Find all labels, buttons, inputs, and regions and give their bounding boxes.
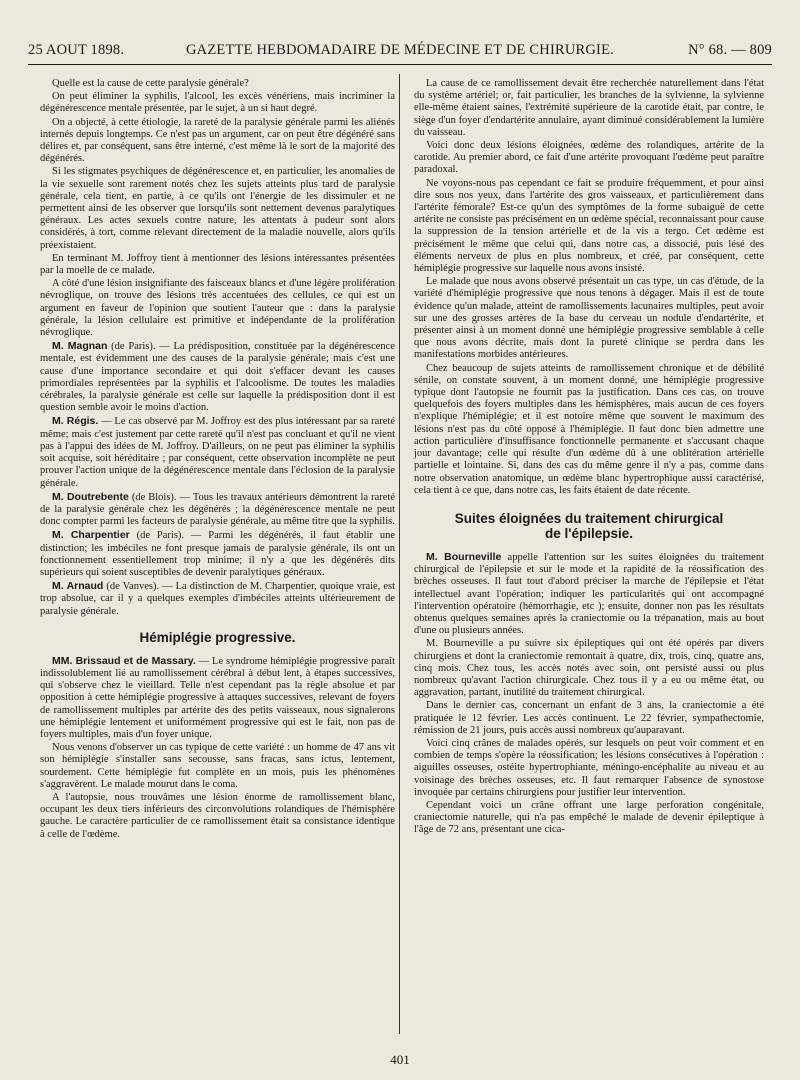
paragraph-text: appelle l'attention sur les suites éloignées du traitement chirurgical de l'épilepsie et sur le mode et la rapidité de la réossification des brèches osseuses. Il faut tout d'abord préciser la marche de l'épilepsie et l'état intellectuel avant l'opération; indiquer les particularités qui ont accompagné l'intervention opératoire (hémorrhagie, etc ); ensuite, donner non pas les résultats obtenus quelques semaines après la craniectomie ou la trépanation, mais au bout d'une ou plusieurs années. xyxy=(414,551,764,637)
speaker-name: M. Bourneville xyxy=(426,550,502,563)
paragraph-text: Quelle est la cause de cette paralysie générale? xyxy=(52,78,249,89)
paragraph-text: La cause de ce ramollissement devait être recherchée naturellement dans l'état du système artériel; or, fait particulier, les branches de la sylvienne, la sylvienne elle-même étaient saines, l'extrémité supérieure de la carotide était, par contre, le siège d'un foyer d'endartérite annulaire, ayant diminué considérablement la lumière du vaisseau. xyxy=(414,78,764,138)
issue-date: 25 AOUT 1898. xyxy=(28,42,125,58)
speaker-name: MM. Brissaud et de Massary. xyxy=(52,654,196,667)
epilepsie-paragraphs xyxy=(414,551,764,837)
speaker-name: M. Doutrebente xyxy=(52,490,129,503)
paragraph-text: Voici cinq crânes de malades opérés, sur lesquels on peut voir comment et en combien de temps s'opère la réossification; les lésions consécutives à l'opération : aiguilles osseuses, ostéite hypertrophiante, méningo-encéphalite au niveau et au voisinage des brèches osseuses, etc. Il faut remarquer l'absence de synostose invoquée par certains chirurgiens pour justifier leur intervention. xyxy=(414,737,764,798)
paragraph xyxy=(40,340,395,414)
issue-page-number: N° 68. — 809 xyxy=(688,42,772,58)
speaker-name: M. Arnaud xyxy=(52,580,104,593)
paragraph-text: Dans le dernier cas, concernant un enfant de 3 ans, la craniectomie a été pratiquée le 12 février. Les accès continuent. Le 22 février, sympathectomie, rémission de 21 jours, puis accès aussi nombreux qu'auparavant. xyxy=(414,700,764,736)
paragraph xyxy=(414,363,764,497)
section-heading-hemiplegie: Hémiplégie progressive. xyxy=(139,629,296,645)
paragraph xyxy=(40,278,395,339)
paragraph-text: Ne voyons-nous pas cependant ce fait se produire fréquemment, et pour ainsi dire sous nos yeux, dans l'artérite des gros vaisseaux, et particulièrement dans l'artérite fémorale? Est-ce qu'un des symptômes de la forme subaiguë de cette artérite ne consiste pas précisément en un œdème spécial, reconnaissant pour cause la suppression de la tension artérielle et de la vis a tergo. Cet œdème est précisément le même que celui qui, dans notre cas, a dissocié, puis lésé des éléments nerveux de plus en plus nombreux, et créé, par conséquent, cette hémiplégie progressive sur laquelle nous avons insisté. xyxy=(414,177,764,275)
paragraph xyxy=(40,580,395,618)
paragraph xyxy=(414,276,764,361)
paragraph xyxy=(414,551,764,637)
paragraph-text: Cependant voici un crâne offrant une large perforation congénitale, craniectomie naturelle, qui n'a pas empêché le malade de devenir épileptique à l'âge de 72 ans, présentant une cica- xyxy=(414,799,764,836)
paragraph-text: Voici donc deux lésions éloignées, œdème des rolandiques, artérite de la carotide. Au premier abord, ce fait d'une artérite provoquant l'œdème peut paraître paradoxal. xyxy=(414,140,764,176)
right-paragraphs xyxy=(414,78,764,497)
paragraph xyxy=(414,78,764,139)
paragraph xyxy=(414,700,764,737)
paragraph xyxy=(40,78,395,90)
paragraph-text: En terminant M. Joffroy tient à mentionner des lésions intéressantes présentées par la moelle de ce malade. xyxy=(40,252,395,277)
page-folio: 401 xyxy=(390,1052,410,1067)
paragraph-text: On a objecté, à cette étiologie, la rareté de la paralysie générale parmi les aliénés internés depuis longtemps. Ce n'est pas un argument, car on peut être dégénéré sans délires et, par conséquent, sans être interné, c'est même là le sort de la majorité des dégénérés. xyxy=(40,116,395,165)
speaker-name: M. Magnan xyxy=(52,340,108,353)
heading-line-1: Suites éloignées du traitement chirurgical xyxy=(454,510,724,526)
right-column xyxy=(414,78,764,838)
paragraph-text: (de Paris). — La prédisposition, constituée par la dégénérescence mentale, est évidemment une des causes de la paralysie générale; mais c'est une cause d'une importance secondaire et qui doit s'effacer devant les causes primordiales représentées par la syphilis et l'alcoolisme. De toutes les maladies cérébrales, la paralysie générale est celle sur laquelle la prédisposition dont il est question semble avoir le moins d'action. xyxy=(40,341,395,414)
running-header xyxy=(28,40,772,65)
paragraph xyxy=(40,166,395,251)
paragraph xyxy=(40,117,395,166)
journal-title: GAZETTE HEBDOMADAIRE DE MÉDECINE ET DE CHIRURGIE. xyxy=(186,42,614,58)
paragraph xyxy=(414,140,764,177)
paragraph xyxy=(40,415,395,489)
hemiplegie-paragraphs xyxy=(40,655,395,841)
paragraph xyxy=(414,738,764,799)
left-column xyxy=(40,78,395,842)
column-divider xyxy=(399,74,400,1034)
paragraph xyxy=(414,800,764,837)
paragraph-text: On peut éliminer la syphilis, l'alcool, les excès vénériens, mais incriminer la dégénérescence mentale présentée, par le sujet, à un si haut degré. xyxy=(40,91,395,115)
speaker-name: M. Régis. xyxy=(52,415,99,428)
paragraph-text: — Le syndrome hémiplégie progressive paraît indissolublement lié au ramollissement cérébral à début lent, à étapes successives, qui s'observe chez le vieillard. Telle n'est cependant pas la règle absolue et par opposition à cette hémiplégie progressive à attaques successives, relevant de foyers de ramollissement multiples par artérite des des petits vaisseaux, nous signalerons une hémiplégie lentement et uniformément progressive qui est le fait, non pas de foyers multiples, mais d'un foyer unique. xyxy=(40,655,395,740)
paragraph-text: (de Paris). — Parmi les dégénérés, il faut établir une distinction; les imbéciles ne font presque jamais de paralysie générale, ils ont un fonctionnement essentiellement trop minime; il n'y a que les dégénérés dits supérieurs qui soient susceptibles de devenir paralytiques généraux. xyxy=(40,530,395,578)
left-paragraphs xyxy=(40,78,395,618)
paragraph xyxy=(40,491,395,529)
paragraph-text: A côté d'une lésion insignifiante des faisceaux blancs et d'une légère prolifération névroglique, on trouve des lésions très accentuées des cellules, ce qui est un argument en faveur de l'opinion que soutient l'auteur que : dans la paralysie générale, la lésion cellulaire est primitive et indépendante de la prolifération névroglique. xyxy=(40,278,395,339)
paragraph-text: A l'autopsie, nous trouvâmes une lésion énorme de ramollissement blanc, occupant les deux tiers inférieurs des circonvolutions rolandiques de l'hémisphère gauche. Le caractère particulier de ce ramollissement était sa consistance identique à celle de l'œdème. xyxy=(40,791,395,840)
paragraph-text: M. Bourneville a pu suivre six épileptiques qui ont été opérés par divers chirurgiens et dont la craniectomie remontait à quatre, dix, trois, cinq, quatre ans, cinq mois. Chez tous, les accès notés avec soin, ont persisté aussi ou plus nombreux qu'avant l'action chirurgicale. Chez tous il y a eu ou même état, ou aggravation, partant, inutilité du traitement chirurgical. xyxy=(414,638,764,699)
paragraph-text: — Le cas observé par M. Joffroy est des plus intéressant par sa rareté même; mais c'est justement par cette rareté qu'il n'est pas concluant et qu'il ne vient pas à l'appui des idées de M. Joffroy. D'ailleurs, on ne peut pas éliminer la syphilis soit acquise, soit héréditaire ; par conséquent, cette observation incomplète ne peut prouver l'action unique de la dégénérescence mentale dans l'éclosion de la paralysie générale. xyxy=(40,416,396,489)
heading-line-2: de l'épilepsie. xyxy=(545,525,633,541)
paragraph-text: Si les stigmates psychiques de dégénérescence et, en particulier, les anomalies de la vie sexuelle sont rarement notés chez les sujets atteints plus tard de paralysie générale, cela tient, en partie, à ce qu'ils ont l'énergie de les dissimuler et ne permettent ainsi de les observer que lorsqu'ils sont nettement devenus paralytiques généraux. Les actes sexuels contre nature, les attentats à pudeur sont alors considérés, à tort, comme relevant directement de la maladie nouvelle, alors qu'ils préexistaient. xyxy=(40,166,395,251)
section-heading-epilepsie xyxy=(414,511,764,541)
paragraph xyxy=(40,655,395,741)
paragraph xyxy=(40,792,395,841)
paragraph xyxy=(414,178,764,276)
paragraph-text: Nous venons d'observer un cas typique de cette variété : un homme de 47 ans vit son hémiplégie s'installer sans secousse, sans fracas, sans ictus, lentement, sourdement. Cette hémiplégie fut complète en un mois, puis les phénomènes s'aggravèrent. Le malade mourut dans le coma. xyxy=(40,742,395,790)
paragraph-text: (de Blois). — Tous les travaux antérieurs démontrent la rareté de la paralysie générale chez les dégénérés ; la dégénérescence mentale ne peut donc compter parmi les facteurs de paralysie générale, au même titre que la syphilis. xyxy=(40,491,395,528)
paragraph xyxy=(40,529,395,579)
paragraph xyxy=(40,253,395,277)
paragraph xyxy=(40,742,395,791)
paragraph xyxy=(414,638,764,699)
speaker-name: M. Charpentier xyxy=(52,529,130,542)
paragraph-text: (de Vanves). — La distinction de M. Charpentier, quoique vraie, est trop absolue, car il y a quelques exemples d'imbéciles atteints ultérieurement de paralysie générale. xyxy=(40,581,396,617)
paragraph xyxy=(40,91,395,115)
paragraph-text: Chez beaucoup de sujets atteints de ramollissement chronique et de débilité sénile, on constate souvent, à un moment donné, une hémiplégie progressive typique dont l'autopsie ne fournit pas la justification. Dans ces cas, on trouve quelquefois des foyers multiples dans les hémisphères, mais aucun de ces foyers n'explique l'hémiplégie; et il est notoire même que souvent le maximum des lésions n'est pas du côté opposé à l'hémiplégie. Il faut donc bien admettre une action particulière d'insuffisance fonctionnelle permanente et s'accusant chaque jour davantage; celle qui résulte d'un œdème dû à une oblitération artérielle partielle et lointaine. Si, dans des cas du même genre il n'y a pas, comme dans notre observation anatomique, un œdème blanc hypertrophique aussi caractérisé, cela tient à ce que, dans notre cas, les faits étaient de date récente. xyxy=(414,362,764,496)
paragraph-text: Le malade que nous avons observé présentait un cas type, un cas d'étude, de la variété d'hémiplégie progressive que nous tenons à dégager. Mais il est de toute évidence qu'un malade, atteint de ramollissements lacunaires multiples, peut avoir sur une des grosses artères de la base du cerveau un nodule d'endartérite, et présenter ainsi à un moment donné une hémiplégie progressive semblable à celle que nous avons décrite, mais dont la pureté clinique se perdra dans les manifestations morbides antérieures. xyxy=(414,276,764,361)
